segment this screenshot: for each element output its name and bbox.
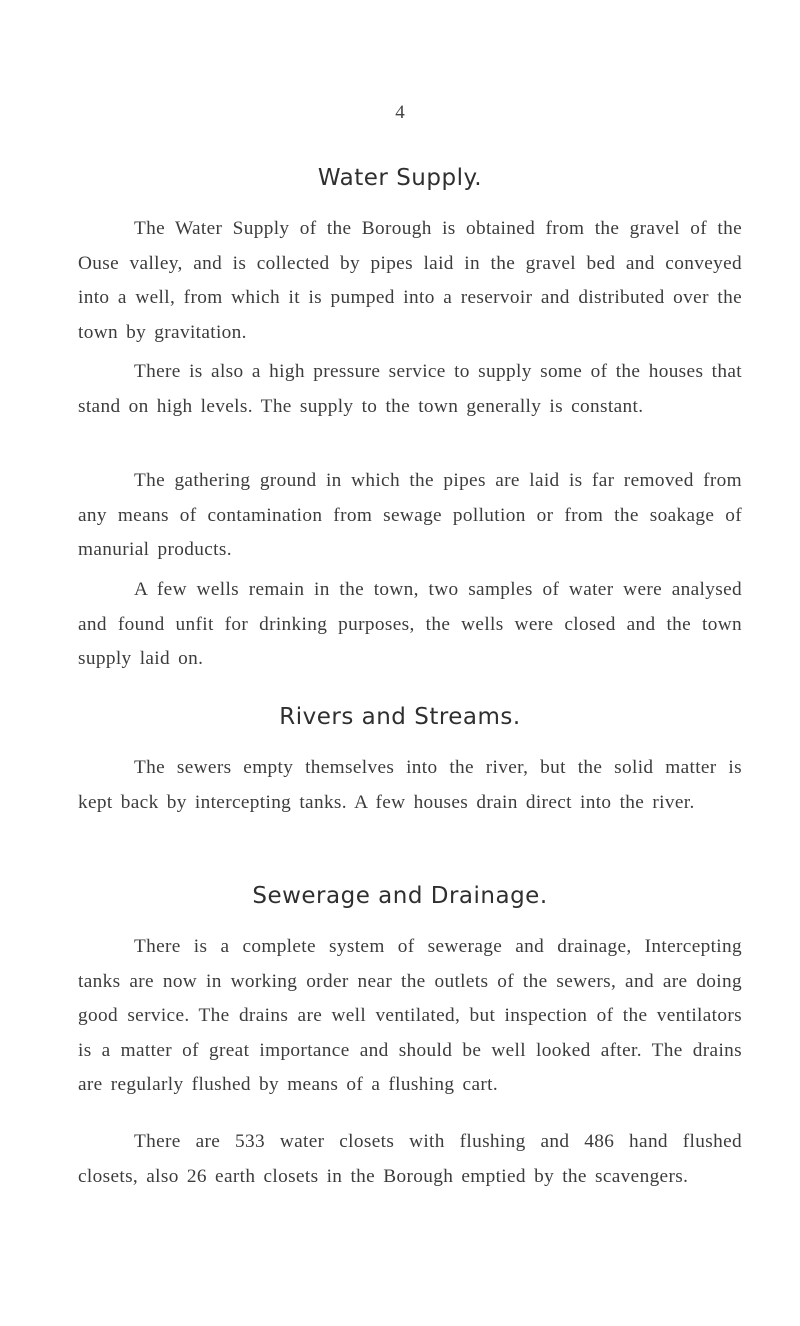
paragraph-sewerage-system: There is a complete system of sewerage and drainage, Intercepting tanks are now in working order near the outlets of the sewers, and are doing good service. The drains are well ventilated, but inspection of the ventilators is a matter of great importance and should be well looked after. The drains are regularly flushed by means of a flushing cart. [78,936,742,1095]
paragraph-water-source: The Water Supply of the Borough is obtained from the gravel of the Ouse valley, and is collected by pipes laid in the gravel bed and conveyed into a well, from which it is pumped into a reservoir and distributed over the town by gravitation. [78,218,742,343]
heading-rivers-streams: Rivers and Streams. [279,704,521,730]
paragraph-gathering-ground: The gathering ground in which the pipes are laid is far removed from any means of contamination from sewage pollution or from the soakage of manurial products. [78,470,742,560]
paragraph-wells: A few wells remain in the town, two samples of water were analysed and found unfit for drinking purposes, the wells were closed and the town supply laid on. [78,579,742,669]
paragraph-high-pressure: There is also a high pressure service to supply some of the houses that stand on high levels. The supply to the town generally is constant. [78,361,742,417]
heading-water-supply: Water Supply. [317,165,483,191]
heading-sewerage-drainage: Sewerage and Drainage. [252,883,548,909]
paragraph-sewers-river: The sewers empty themselves into the river, but the solid matter is kept back by intercepting tanks. A few houses drain direct into the river. [78,757,742,813]
page-number: 4 [395,102,405,123]
paragraph-closets: There are 533 water closets with flushing and 486 hand flushed closets, also 26 earth closets in the Borough emptied by the scavengers. [78,1131,742,1187]
